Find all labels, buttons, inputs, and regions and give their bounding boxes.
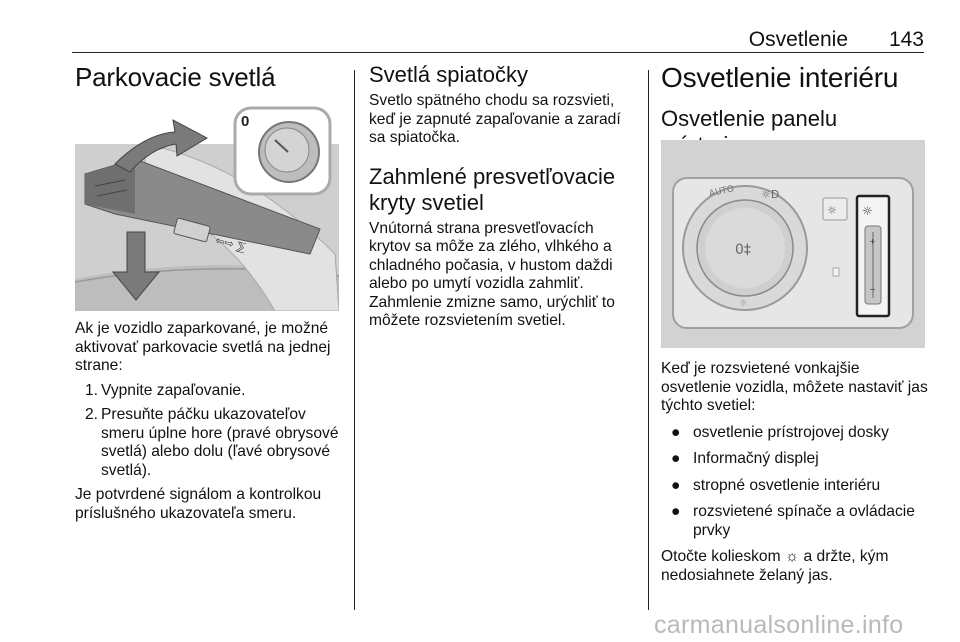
svg-text:+: + — [869, 237, 876, 246]
step-number: 1. — [85, 381, 99, 399]
reverse-lights-text: Svetlo spätného chodu sa rozsvieti, keď je zapnuté zapaľovanie a zaradí sa spiatočka. — [369, 92, 621, 146]
interior-lighting-outro: Otočte kolieskom ☼ a držte, kým nedosiahnete želaný jas. — [661, 548, 889, 584]
step-item — [75, 382, 345, 401]
auto-position-label: AUTO — [708, 184, 736, 200]
column-parking-lights — [75, 62, 345, 93]
svg-text:−: − — [869, 285, 876, 294]
step-item — [75, 406, 345, 480]
parking-lights-text — [75, 320, 345, 523]
heading-reverse-lights: Svetlá spiatočky — [369, 62, 528, 87]
list-item — [661, 450, 929, 469]
column-divider-2 — [648, 70, 649, 610]
list-item — [661, 503, 929, 540]
svg-text:0‡: 0‡ — [735, 242, 751, 258]
page-number: 143 — [888, 28, 924, 51]
bullet-icon: ● — [671, 450, 681, 467]
bullet-icon: ● — [671, 503, 681, 520]
step-text: Vypnite zapaľovanie. — [101, 381, 246, 399]
heading-interior-lighting: Osvetlenie interiéru — [661, 62, 899, 93]
svg-text:☼: ☼ — [862, 204, 873, 218]
svg-text:⇦⇨ ⅀: ⇦⇨ ⅀ — [214, 233, 248, 255]
column-reverse-lights — [369, 62, 639, 331]
step-number: 2. — [85, 406, 99, 423]
dial-position-label: 0 — [241, 113, 250, 130]
lighting-items-list — [661, 424, 929, 541]
heading-instrument-panel-lighting: Osvetlenie panelu — [661, 106, 838, 131]
parking-lights-intro: Ak je vozidlo zaparkované, je možné aktivovať parkovacie svetlá na jednej strane: — [75, 320, 331, 374]
parking-lights-steps — [75, 382, 345, 481]
svg-text:☼: ☼ — [827, 204, 837, 217]
interior-lighting-text — [661, 360, 929, 585]
section-title: Osvetlenie — [748, 28, 848, 51]
list-item-text: Informačný displej — [693, 450, 819, 467]
list-item — [661, 477, 929, 496]
watermark: carmanualsonline.info — [654, 611, 904, 639]
svg-text:☼D: ☼D — [761, 188, 780, 201]
parking-lights-outro: Je potvrdené signálom a kontrolkou príslušného ukazovateľa smeru. — [75, 486, 322, 522]
list-item-text: osvetlenie prístrojovej dosky — [693, 423, 889, 441]
page-header — [72, 24, 924, 53]
list-item-text: stropné osvetlenie interiéru — [693, 476, 881, 494]
light-switch-panel-illustration — [661, 140, 925, 348]
list-item-text: rozsvietené spínače a ovládacie prvky — [693, 503, 915, 539]
heading-fogged-covers: Zahmlené presvetľovacie kryty svetiel — [369, 163, 616, 215]
bullet-icon: ● — [671, 423, 681, 441]
heading-parking-lights: Parkovacie svetlá — [75, 62, 276, 92]
column-divider-1 — [354, 70, 355, 610]
step-text: Presuňte páčku ukazovateľov smeru úplne hore (pravé obrysové svetlá) alebo dolu (ľavé obrysové svetlá). — [101, 406, 339, 479]
interior-lighting-intro: Keď je rozsvietené vonkajšie osvetlenie vozidla, môžete nastaviť jas týchto svetiel: — [661, 360, 928, 414]
list-item — [661, 424, 929, 443]
bullet-icon: ● — [671, 476, 681, 494]
turn-signal-lever-illustration — [75, 104, 339, 311]
fogged-covers-text: Vnútorná strana presvetľovacích krytov sa môže za zlého, vlhkého a chladného počasia, v hustom daždi alebo po umytí vozidla zahmliť. Zahmlenie zmizne samo, urýchliť to môžete rozsvietením svetiel. — [369, 219, 615, 329]
svg-text:☼: ☼ — [739, 298, 748, 309]
